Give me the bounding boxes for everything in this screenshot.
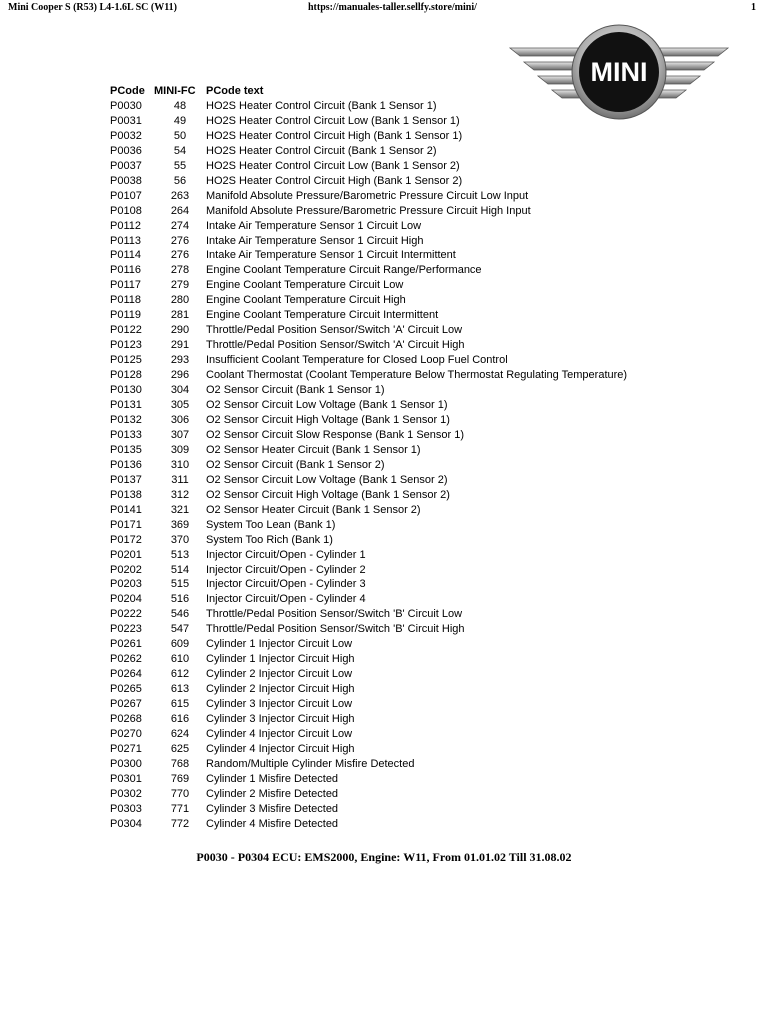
mini-fc-cell: 263 [170, 189, 190, 202]
pcode-cell: P0133 [110, 428, 142, 441]
mini-fc-cell: 306 [170, 413, 190, 426]
mini-fc-cell: 304 [170, 384, 190, 397]
pcode-cell: P0113 [110, 234, 141, 247]
table-row [110, 413, 627, 428]
pcode-cell: P0270 [110, 727, 142, 740]
table-row [110, 219, 627, 234]
pcode-cell: P0261 [110, 638, 142, 651]
pcode-cell: P0301 [110, 772, 142, 785]
pcode-text-cell: O2 Sensor Heater Circuit (Bank 1 Sensor 1) [206, 443, 421, 456]
pcode-cell: P0117 [110, 279, 141, 292]
mini-fc-cell: 274 [170, 219, 190, 232]
mini-fc-cell: 264 [170, 204, 190, 217]
pcode-cell: P0032 [110, 129, 142, 142]
pcode-cell: P0128 [110, 369, 142, 382]
mini-fc-cell: 615 [170, 698, 190, 711]
column-header-pcode-text: PCode text [206, 85, 264, 97]
table-row [110, 263, 627, 278]
table-row [110, 473, 627, 488]
mini-fc-cell: 291 [170, 339, 190, 352]
pcode-text-cell: Cylinder 3 Injector Circuit High [206, 713, 355, 726]
pcode-cell: P0136 [110, 458, 142, 471]
pcode-text-cell: System Too Lean (Bank 1) [206, 518, 336, 531]
mini-fc-cell: 612 [170, 668, 190, 681]
source-url[interactable]: https://manuales-taller.sellfy.store/mini/ [308, 2, 477, 13]
pcode-text-cell: Cylinder 2 Misfire Detected [206, 787, 339, 800]
column-header-mini-fc: MINI-FC [154, 85, 196, 97]
table-row [110, 114, 627, 129]
pcode-cell: P0138 [110, 488, 142, 501]
mini-fc-cell: 609 [170, 638, 190, 651]
table-row [110, 308, 627, 323]
pcode-text-cell: Random/Multiple Cylinder Misfire Detected [206, 757, 415, 770]
table-row [110, 697, 627, 712]
table-row [110, 338, 627, 353]
mini-fc-cell: 613 [170, 683, 190, 696]
pcode-cell: P0112 [110, 219, 141, 232]
table-row [110, 174, 627, 189]
table-row [110, 682, 627, 697]
table-row [110, 518, 627, 533]
mini-fc-cell: 768 [170, 757, 190, 770]
mini-fc-cell: 770 [170, 787, 190, 800]
pcode-cell: P0268 [110, 713, 142, 726]
mini-fc-cell: 624 [170, 727, 190, 740]
mini-fc-cell: 307 [170, 428, 190, 441]
table-row [110, 353, 627, 368]
pcode-cell: P0223 [110, 623, 142, 636]
mini-fc-cell: 296 [170, 369, 190, 382]
pcode-cell: P0302 [110, 787, 142, 800]
mini-fc-cell: 321 [170, 503, 190, 516]
pcode-cell: P0203 [110, 578, 142, 591]
pcode-text-cell: Injector Circuit/Open - Cylinder 2 [206, 563, 366, 576]
pcode-text-cell: Injector Circuit/Open - Cylinder 4 [206, 593, 366, 606]
table-row [110, 234, 627, 249]
pcode-text-cell: O2 Sensor Circuit (Bank 1 Sensor 2) [206, 458, 385, 471]
pcode-text-cell: HO2S Heater Control Circuit (Bank 1 Sensor 1) [206, 99, 437, 112]
pcode-text-cell: HO2S Heater Control Circuit (Bank 1 Sensor 2) [206, 144, 437, 157]
mini-fc-cell: 280 [170, 294, 190, 307]
mini-fc-cell: 513 [170, 548, 190, 561]
mini-fc-cell: 771 [170, 802, 190, 815]
pcode-cell: P0271 [110, 742, 142, 755]
mini-fc-cell: 55 [173, 159, 187, 172]
pcode-cell: P0264 [110, 668, 142, 681]
pcode-text-cell: Manifold Absolute Pressure/Barometric Pressure Circuit High Input [206, 204, 531, 217]
table-row [110, 503, 627, 518]
pcode-cell: P0108 [110, 204, 142, 217]
table-row [110, 428, 627, 443]
table-row [110, 368, 627, 383]
mini-fc-cell: 56 [173, 174, 187, 187]
pcode-cell: P0265 [110, 683, 142, 696]
mini-fc-cell: 370 [170, 533, 190, 546]
pcode-cell: P0131 [110, 399, 142, 412]
pcode-cell: P0118 [110, 294, 141, 307]
pcode-text-cell: Cylinder 4 Misfire Detected [206, 817, 339, 830]
table-row [110, 742, 627, 757]
pcode-cell: P0132 [110, 413, 142, 426]
pcode-cell: P0116 [110, 264, 141, 277]
table-row [110, 712, 627, 727]
table-row [110, 129, 627, 144]
mini-fc-cell: 278 [170, 264, 190, 277]
column-header-pcode: PCode [110, 85, 145, 97]
document-title: Mini Cooper S (R53) L4-1.6L SC (W11) [8, 2, 177, 13]
pcode-text-cell: Cylinder 3 Injector Circuit Low [206, 698, 353, 711]
pcode-text-cell: Manifold Absolute Pressure/Barometric Pressure Circuit Low Input [206, 189, 529, 202]
ecu-footer-note: P0030 - P0304 ECU: EMS2000, Engine: W11, From 01.01.02 Till 31.08.02 [196, 850, 572, 864]
table-row [110, 293, 627, 308]
table-row [110, 458, 627, 473]
pcode-cell: P0262 [110, 653, 142, 666]
mini-fc-cell: 276 [170, 234, 190, 247]
pcode-cell: P0036 [110, 144, 142, 157]
pcode-text-cell: Engine Coolant Temperature Circuit Low [206, 279, 404, 292]
table-row [110, 189, 627, 204]
pcode-text-cell: Cylinder 1 Injector Circuit High [206, 653, 355, 666]
mini-fc-cell: 516 [170, 593, 190, 606]
pcode-text-cell: Throttle/Pedal Position Sensor/Switch 'A' Circuit Low [206, 324, 463, 337]
pcode-text-cell: Throttle/Pedal Position Sensor/Switch 'A' Circuit High [206, 339, 465, 352]
mini-fc-cell: 772 [170, 817, 190, 830]
pcode-cell: P0222 [110, 608, 142, 621]
logo-text: MINI [590, 57, 648, 87]
page-number: 1 [751, 2, 756, 13]
table-row [110, 398, 627, 413]
pcode-cell: P0038 [110, 174, 142, 187]
table-row [110, 383, 627, 398]
pcode-text-cell: Injector Circuit/Open - Cylinder 1 [206, 548, 366, 561]
pcode-text-cell: System Too Rich (Bank 1) [206, 533, 333, 546]
pcode-cell: P0137 [110, 473, 142, 486]
table-row [110, 488, 627, 503]
mini-fc-cell: 48 [173, 99, 187, 112]
pcode-cell: P0125 [110, 354, 142, 367]
pcode-text-cell: Coolant Thermostat (Coolant Temperature Below Thermostat Regulating Temperature) [206, 369, 628, 382]
pcode-text-cell: Throttle/Pedal Position Sensor/Switch 'B' Circuit Low [206, 608, 463, 621]
pcode-text-cell: Engine Coolant Temperature Circuit High [206, 294, 406, 307]
pcode-text-cell: Engine Coolant Temperature Circuit Range/Performance [206, 264, 482, 277]
pcode-text-cell: HO2S Heater Control Circuit High (Bank 1 Sensor 2) [206, 174, 463, 187]
mini-fc-cell: 310 [170, 458, 190, 471]
table-row [110, 159, 627, 174]
pcode-cell: P0304 [110, 817, 142, 830]
pcode-text-cell: Intake Air Temperature Sensor 1 Circuit Intermittent [206, 249, 456, 262]
table-row [110, 592, 627, 607]
pcode-text-cell: Cylinder 3 Misfire Detected [206, 802, 339, 815]
pcode-text-cell: O2 Sensor Circuit Low Voltage (Bank 1 Sensor 2) [206, 473, 448, 486]
pcode-text-cell: HO2S Heater Control Circuit High (Bank 1 Sensor 1) [206, 129, 463, 142]
table-row [110, 622, 627, 637]
pcode-text-cell: Throttle/Pedal Position Sensor/Switch 'B' Circuit High [206, 623, 465, 636]
table-row [110, 323, 627, 338]
table-row [110, 548, 627, 563]
table-row [110, 144, 627, 159]
pcode-text-cell: Intake Air Temperature Sensor 1 Circuit High [206, 234, 424, 247]
mini-fc-cell: 309 [170, 443, 190, 456]
mini-fc-cell: 290 [170, 324, 190, 337]
table-row [110, 607, 627, 622]
pcode-cell: P0123 [110, 339, 142, 352]
pcode-cell: P0202 [110, 563, 142, 576]
mini-fc-cell: 279 [170, 279, 190, 292]
mini-fc-cell: 610 [170, 653, 190, 666]
pcode-text-cell: Cylinder 4 Injector Circuit Low [206, 727, 353, 740]
table-row [110, 443, 627, 458]
pcode-text-cell: Cylinder 1 Misfire Detected [206, 772, 339, 785]
page-header [8, 2, 760, 16]
pcode-text-cell: Cylinder 1 Injector Circuit Low [206, 638, 353, 651]
pcode-cell: P0201 [110, 548, 142, 561]
pcode-table [110, 84, 627, 832]
mini-fc-cell: 546 [170, 608, 190, 621]
pcode-cell: P0031 [110, 114, 142, 127]
pcode-cell: P0267 [110, 698, 142, 711]
mini-fc-cell: 50 [173, 129, 187, 142]
pcode-text-cell: Intake Air Temperature Sensor 1 Circuit Low [206, 219, 422, 232]
table-row [110, 817, 627, 832]
pcode-cell: P0141 [110, 503, 142, 516]
mini-fc-cell: 54 [173, 144, 187, 157]
pcode-text-cell: O2 Sensor Circuit Slow Response (Bank 1 Sensor 1) [206, 428, 465, 441]
table-row [110, 757, 627, 772]
pcode-cell: P0107 [110, 189, 142, 202]
pcode-cell: P0300 [110, 757, 142, 770]
pcode-table-body [110, 99, 627, 832]
mini-fc-cell: 616 [170, 713, 190, 726]
table-row [110, 204, 627, 219]
pcode-text-cell: HO2S Heater Control Circuit Low (Bank 1 Sensor 2) [206, 159, 460, 172]
mini-fc-cell: 369 [170, 518, 190, 531]
table-row [110, 637, 627, 652]
pcode-text-cell: HO2S Heater Control Circuit Low (Bank 1 Sensor 1) [206, 114, 460, 127]
mini-fc-cell: 514 [170, 563, 190, 576]
pcode-cell: P0114 [110, 249, 141, 262]
table-header-row [110, 84, 627, 99]
mini-fc-cell: 305 [170, 399, 190, 412]
mini-fc-cell: 276 [170, 249, 190, 262]
pcode-text-cell: O2 Sensor Circuit High Voltage (Bank 1 Sensor 2) [206, 488, 450, 501]
table-row [110, 787, 627, 802]
pcode-cell: P0303 [110, 802, 142, 815]
table-row [110, 533, 627, 548]
mini-fc-cell: 547 [170, 623, 190, 636]
pcode-text-cell: O2 Sensor Heater Circuit (Bank 1 Sensor 2) [206, 503, 421, 516]
table-row [110, 727, 627, 742]
pcode-text-cell: Engine Coolant Temperature Circuit Intermittent [206, 309, 439, 322]
pcode-cell: P0119 [110, 309, 141, 322]
pcode-cell: P0204 [110, 593, 142, 606]
pcode-text-cell: Cylinder 2 Injector Circuit Low [206, 668, 353, 681]
table-row [110, 99, 627, 114]
pcode-cell: P0135 [110, 443, 142, 456]
pcode-cell: P0171 [110, 518, 142, 531]
mini-fc-cell: 625 [170, 742, 190, 755]
pcode-cell: P0030 [110, 99, 142, 112]
table-row [110, 577, 627, 592]
mini-fc-cell: 312 [170, 488, 190, 501]
pcode-text-cell: Insufficient Coolant Temperature for Closed Loop Fuel Control [206, 354, 508, 367]
table-row [110, 563, 627, 578]
pcode-cell: P0122 [110, 324, 142, 337]
pcode-text-cell: O2 Sensor Circuit High Voltage (Bank 1 Sensor 1) [206, 413, 450, 426]
table-row [110, 802, 627, 817]
pcode-text-cell: O2 Sensor Circuit (Bank 1 Sensor 1) [206, 384, 385, 397]
mini-fc-cell: 281 [170, 309, 190, 322]
table-row [110, 278, 627, 293]
pcode-cell: P0172 [110, 533, 142, 546]
pcode-text-cell: Injector Circuit/Open - Cylinder 3 [206, 578, 366, 591]
pcode-text-cell: Cylinder 2 Injector Circuit High [206, 683, 355, 696]
mini-fc-cell: 311 [171, 473, 189, 486]
table-row [110, 667, 627, 682]
pcode-text-cell: Cylinder 4 Injector Circuit High [206, 742, 355, 755]
table-row [110, 248, 627, 263]
mini-fc-cell: 515 [170, 578, 190, 591]
table-row [110, 652, 627, 667]
pcode-cell: P0130 [110, 384, 142, 397]
mini-fc-cell: 49 [173, 114, 187, 127]
mini-fc-cell: 769 [170, 772, 190, 785]
table-row [110, 772, 627, 787]
mini-fc-cell: 293 [170, 354, 190, 367]
pcode-text-cell: O2 Sensor Circuit Low Voltage (Bank 1 Sensor 1) [206, 399, 448, 412]
pcode-cell: P0037 [110, 159, 142, 172]
